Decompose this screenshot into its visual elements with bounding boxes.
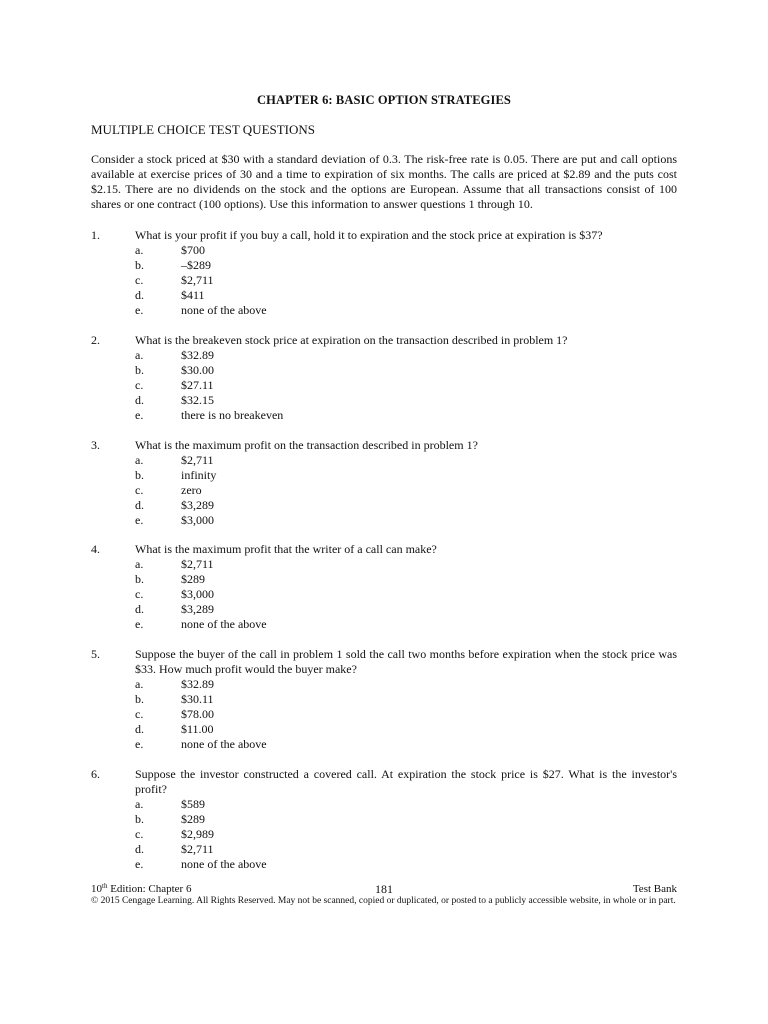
section-title: MULTIPLE CHOICE TEST QUESTIONS — [91, 122, 316, 137]
choice-letter: b. — [135, 363, 144, 377]
choice-letter: c. — [135, 483, 144, 497]
choice-text: $32.89 — [181, 677, 214, 691]
choice-letter: e. — [135, 513, 144, 527]
choice-text: $30.11 — [181, 692, 214, 706]
choice-text: $2,711 — [181, 273, 214, 287]
choice-letter: b. — [135, 468, 144, 482]
choice-text: $32.15 — [181, 393, 214, 407]
chapter-title: CHAPTER 6: BASIC OPTION STRATEGIES — [257, 93, 511, 107]
question-text: Suppose the buyer of the call in problem 1 sold the call two months before expiration when the stock price was $33. How much profit would the buyer make? — [135, 647, 677, 676]
edition-suffix: th — [102, 882, 108, 890]
choice-text: $3,000 — [181, 587, 214, 601]
edition-number: 10 — [91, 883, 102, 895]
copyright-notice: © 2015 Cengage Learning. All Rights Reserved. May not be scanned, copied or duplicated, or posted to a publicly accessible website, in whole or in part. — [91, 896, 676, 906]
choice-text: $11.00 — [181, 722, 214, 736]
choice-letter: b. — [135, 258, 144, 272]
intro-paragraph: Consider a stock priced at $30 with a standard deviation of 0.3. The risk-free rate is 0.05. There are put and call options available at exercise prices of 30 and a time to expiration of six months. The calls are priced at $2.89 and the puts cost $2.15. There are no dividends on the stock and the options are European. Assume that all transactions consist of 100 shares or one contract (100 options). Use this information to answer questions 1 through 10. — [91, 152, 677, 211]
question-number: 1. — [91, 228, 100, 242]
choice-text: $3,000 — [181, 513, 214, 527]
choice-text: $32.89 — [181, 348, 214, 362]
choice-letter: d. — [135, 288, 144, 302]
question-text: What is the maximum profit on the transaction described in problem 1? — [135, 438, 478, 452]
choice-letter: e. — [135, 737, 144, 751]
choice-text: $2,711 — [181, 453, 214, 467]
choice-letter: e. — [135, 617, 144, 631]
choice-letter: c. — [135, 378, 144, 392]
choice-text: $589 — [181, 797, 205, 811]
question-number: 4. — [91, 542, 100, 556]
choice-text: none of the above — [181, 857, 267, 871]
page-number: 181 — [375, 882, 393, 896]
question-number: 3. — [91, 438, 100, 452]
question-text: What is your profit if you buy a call, hold it to expiration and the stock price at expiration is $37? — [135, 228, 603, 242]
choice-letter: d. — [135, 602, 144, 616]
choice-text: $2,711 — [181, 557, 214, 571]
choice-text: $30.00 — [181, 363, 214, 377]
choice-text: $2,711 — [181, 842, 214, 856]
choice-letter: e. — [135, 408, 144, 422]
footer-test-bank: Test Bank — [632, 883, 677, 895]
choice-text: $2,989 — [181, 827, 214, 841]
question-text: What is the breakeven stock price at expiration on the transaction described in problem 1? — [135, 333, 568, 347]
choice-letter: b. — [135, 692, 144, 706]
choice-letter: a. — [135, 557, 144, 571]
choice-letter: d. — [135, 842, 144, 856]
choice-letter: c. — [135, 587, 144, 601]
choice-letter: d. — [135, 498, 144, 512]
choice-letter: a. — [135, 797, 144, 811]
choice-text: none of the above — [181, 617, 267, 631]
choice-text: zero — [181, 483, 202, 497]
choice-text: $289 — [181, 572, 205, 586]
choice-letter: d. — [135, 393, 144, 407]
choice-letter: c. — [135, 707, 144, 721]
choice-text: $78.00 — [181, 707, 214, 721]
question-text: Suppose the investor constructed a covered call. At expiration the stock price is $27. What is the investor's profit? — [135, 767, 677, 796]
question-number: 2. — [91, 333, 100, 347]
choice-text: infinity — [181, 468, 217, 482]
choice-letter: a. — [135, 453, 144, 467]
choice-letter: a. — [135, 677, 144, 691]
choice-letter: d. — [135, 722, 144, 736]
question-number: 5. — [91, 647, 100, 661]
choice-letter: a. — [135, 243, 144, 257]
choice-letter: b. — [135, 812, 144, 826]
choice-text: $700 — [181, 243, 205, 257]
question-text: What is the maximum profit that the writer of a call can make? — [135, 542, 437, 556]
choice-text: $3,289 — [181, 498, 214, 512]
choice-letter: a. — [135, 348, 144, 362]
question-number: 6. — [91, 767, 100, 781]
choice-text: $27.11 — [181, 378, 214, 392]
choice-text: $289 — [181, 812, 205, 826]
choice-text: none of the above — [181, 303, 267, 317]
choice-text: –$289 — [181, 258, 211, 272]
choice-text: $3,289 — [181, 602, 214, 616]
choice-text: there is no breakeven — [181, 408, 284, 422]
choice-letter: c. — [135, 273, 144, 287]
choice-letter: c. — [135, 827, 144, 841]
choice-letter: e. — [135, 857, 144, 871]
choice-text: $411 — [181, 288, 205, 302]
choice-text: none of the above — [181, 737, 267, 751]
edition-chapter: Edition: Chapter 6 — [107, 883, 192, 895]
choice-letter: e. — [135, 303, 144, 317]
choice-letter: b. — [135, 572, 144, 586]
